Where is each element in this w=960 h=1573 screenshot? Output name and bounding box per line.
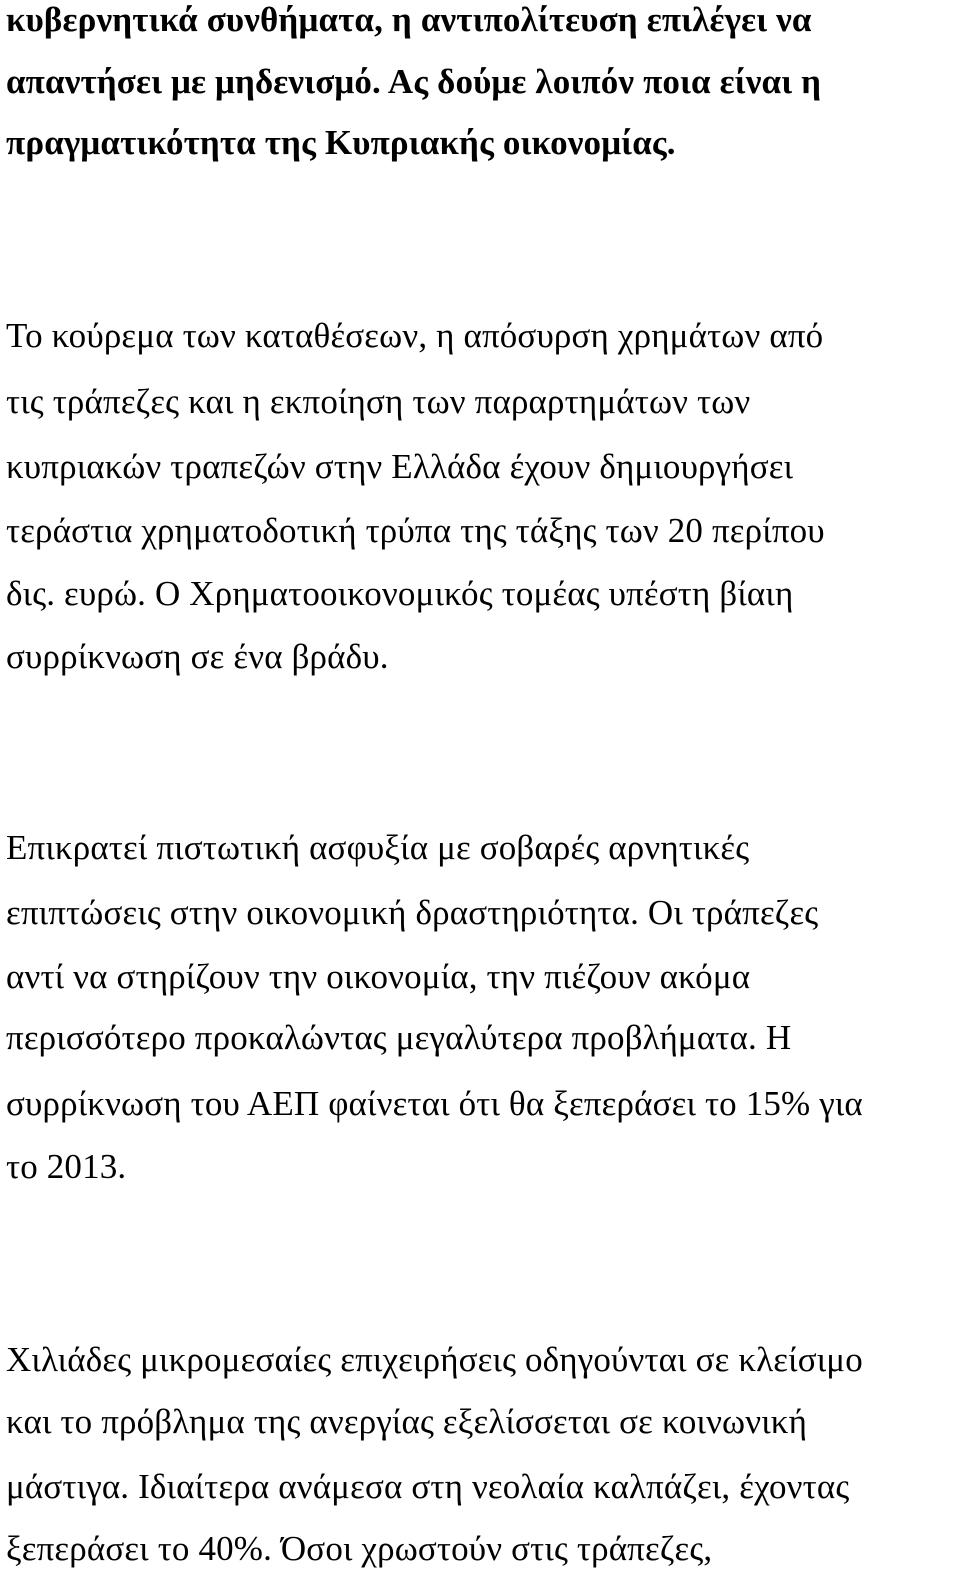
text-line: δις. ευρώ. Ο Χρηματοοικονομικός τομέας υπέστη βίαιη <box>6 574 794 613</box>
text-line: το 2013. <box>6 1147 127 1186</box>
text-line: συρρίκνωση του ΑΕΠ φαίνεται ότι θα ξεπεράσει το 15% για <box>6 1084 863 1123</box>
text-line: πραγματικότητα της Κυπριακής οικονομίας. <box>6 123 676 162</box>
text-line: Επικρατεί πιστωτική ασφυξία με σοβαρές αρνητικές <box>6 828 750 867</box>
text-line: μάστιγα. Ιδιαίτερα ανάμεσα στη νεολαία καλπάζει, έχοντας <box>6 1467 850 1506</box>
text-line: αντί να στηρίζουν την οικονομία, την πιέζουν ακόμα <box>6 957 751 996</box>
text-line: τις τράπεζες και η εκποίηση των παραρτημάτων των <box>6 382 751 421</box>
text-line: Χιλιάδες μικρομεσαίες επιχειρήσεις οδηγούνται σε κλείσιμο <box>6 1340 863 1379</box>
text-line: κυβερνητικά συνθήματα, η αντιπολίτευση επιλέγει να <box>6 0 812 39</box>
text-line: απαντήσει με μηδενισμό. Ας δούμε λοιπόν ποια είναι η <box>6 62 822 101</box>
text-line: Το κούρεμα των καταθέσεων, η απόσυρση χρημάτων από <box>6 316 824 355</box>
text-line: επιπτώσεις στην οικονομική δραστηριότητα. Οι τράπεζες <box>6 893 819 932</box>
text-line: και το πρόβλημα της ανεργίας εξελίσσεται σε κοινωνική <box>6 1402 808 1441</box>
text-line: ξεπεράσει το 40%. Όσοι χρωστούν στις τράπεζες, <box>6 1529 713 1568</box>
text-line: τεράστια χρηματοδοτική τρύπα της τάξης των 20 περίπου <box>6 511 825 550</box>
text-line: συρρίκνωση σε ένα βράδυ. <box>6 637 389 676</box>
text-line: κυπριακών τραπεζών στην Ελλάδα έχουν δημιουργήσει <box>6 447 794 486</box>
text-line: περισσότερο προκαλώντας μεγαλύτερα προβλήματα. Η <box>6 1018 792 1057</box>
